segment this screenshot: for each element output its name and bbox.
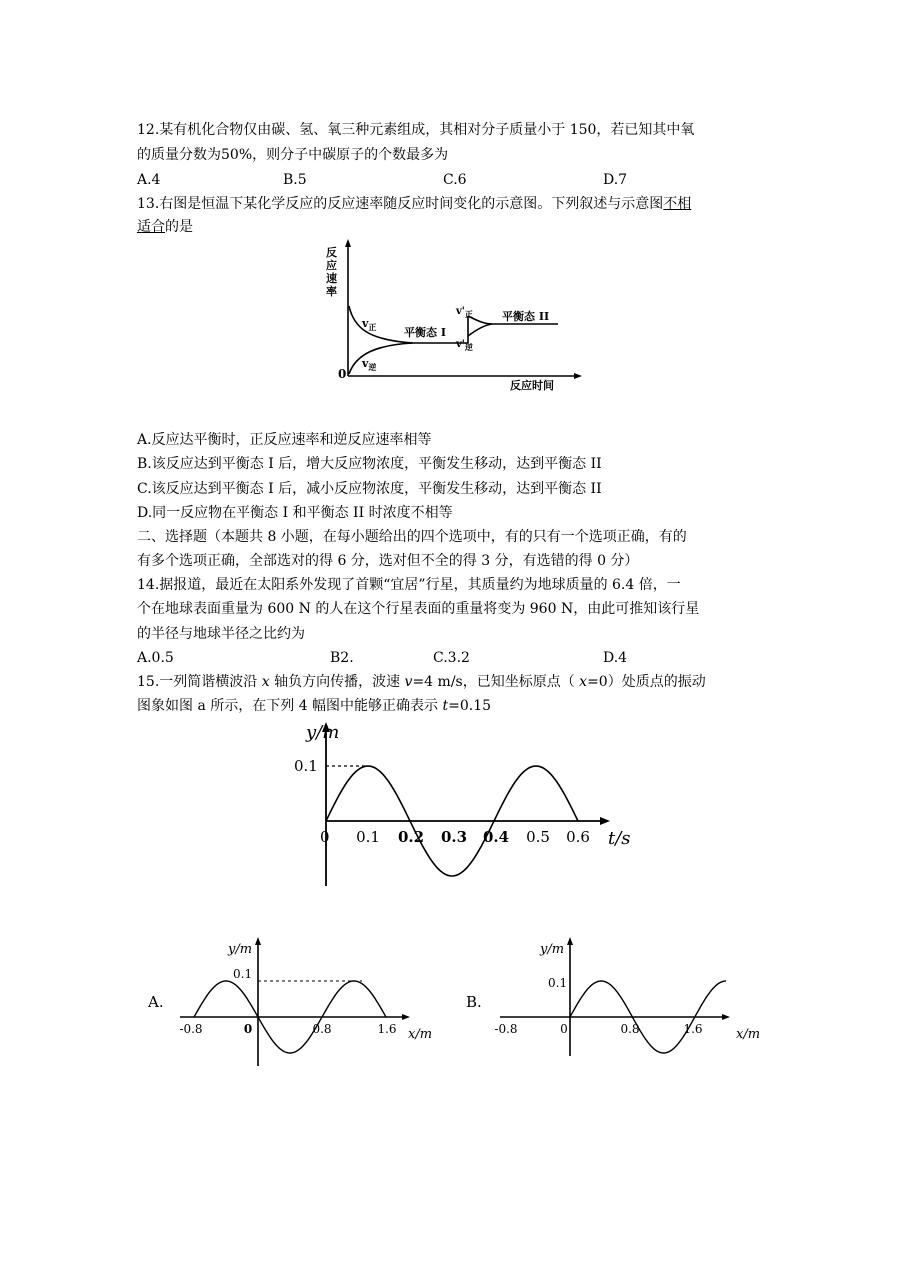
fig-a-tick-0.4: 0.4 <box>482 828 510 846</box>
q14-line-3: 的半径与地球半径之比约为 <box>137 626 305 642</box>
fig-a-tick-0.5: 0.5 <box>526 828 550 846</box>
v-forward-2-label: $v'_正$ <box>456 306 473 319</box>
choice-a-y-label: y/m <box>228 942 253 957</box>
q13-stem-emphasis-1: 不相 <box>663 196 692 212</box>
q14-line-2: 个在地球表面重量为 600 N 的人在这个行星表面的重量将变为 960 N，由此可推知该行星 <box>137 601 700 617</box>
q14-option-a: A.0.5 <box>137 650 174 666</box>
q15-line-2 <box>137 697 491 715</box>
q12-option-d: D.7 <box>603 172 628 188</box>
q13-stem-b: 的是 <box>165 219 193 235</box>
q13-line-1 <box>137 195 691 213</box>
q12-option-a: A.4 <box>137 172 161 188</box>
fig-a-ticks <box>356 828 590 846</box>
rate-origin-label: 0 <box>338 367 347 381</box>
choice-a-amp-label: 0.1 <box>233 967 253 981</box>
q12-option-c: C.6 <box>443 172 467 188</box>
choice-b-y-arrow <box>567 937 573 945</box>
reaction-rate-figure <box>318 236 588 396</box>
state-2-label: 平衡态 II <box>502 310 550 323</box>
rate-y-label-1: 反 <box>326 246 337 259</box>
q14-option-d: D.4 <box>603 650 628 666</box>
fig-a-tick-0.3: 0.3 <box>440 828 468 846</box>
q13-line-2 <box>137 218 193 236</box>
v-forward-label: $v_正$ <box>362 317 377 332</box>
reverse-rate-curve-2 <box>468 324 492 336</box>
fig-a-x-arrow <box>600 817 610 825</box>
choice-b-tick-0.8: 0.8 <box>620 1022 640 1036</box>
q13-option-b: B.该反应达到平衡态 I 后，增大反应物浓度，平衡发生移动，达到平衡态 II <box>137 456 602 472</box>
choice-a-x-label: x/m <box>408 1027 433 1042</box>
choice-a-graph <box>140 932 445 1072</box>
choice-b-x-label: x/m <box>736 1027 761 1042</box>
q15-line-1 <box>137 673 706 691</box>
choice-b-label: B. <box>466 993 482 1011</box>
section-2-line-1: 二、选择题（本题共 8 小题，在每小题给出的四个选项中，有的只有一个选项正确，有的 <box>137 529 687 545</box>
q12-line-2: 的质量分数为50%，则分子中碳原子的个数最多为 <box>137 147 449 163</box>
choice-b-tick-0: 0 <box>560 1022 568 1036</box>
section-2-line-2: 有多个选项正确，全部选对的得 6 分，选对但不全的得 3 分，有选错的得 0 分） <box>137 553 639 569</box>
fig-a-tick-0.6: 0.6 <box>566 828 590 846</box>
rate-y-label-3: 速 <box>326 272 337 285</box>
q15-text-d: =0）处质点的振动 <box>587 674 706 690</box>
q13-option-c: C.该反应达到平衡态 I 后，减小反应物浓度，平衡发生移动，达到平衡态 II <box>137 481 602 497</box>
fig-a-tick-0.1: 0.1 <box>356 828 380 846</box>
q15-text-c: =4 m/s，已知坐标原点（ <box>412 674 580 690</box>
q15-var-v: v <box>404 674 413 690</box>
choice-b-tick-1.6: 1.6 <box>683 1022 703 1036</box>
q15-var-t: t <box>442 698 449 714</box>
q15-text-b: 轴负方向传播，波速 <box>269 674 405 690</box>
choice-a-x-arrow <box>402 1014 410 1020</box>
q15-var-x2: x <box>579 674 588 690</box>
fig-a-tick-0.2: 0.2 <box>397 828 425 846</box>
choice-b-amp-label: 0.1 <box>548 976 568 990</box>
choice-b-tick-neg0.8: -0.8 <box>494 1022 518 1036</box>
q14-option-b: B2. <box>330 650 354 666</box>
rate-y-arrow <box>345 239 351 247</box>
q15-var-x: x <box>261 674 270 690</box>
choice-a-tick-1.6: 1.6 <box>377 1022 397 1036</box>
choice-a-tick-0.8: 0.8 <box>312 1022 332 1036</box>
choice-b-x-arrow <box>722 1014 730 1020</box>
q13-option-a: A.反应达平衡时，正反应速率和逆反应速率相等 <box>137 432 432 448</box>
q14-option-c: C.3.2 <box>433 650 470 666</box>
fig-a-x-label: t/s <box>608 828 631 849</box>
choice-b-y-label: y/m <box>540 942 565 957</box>
rate-y-label-4: 率 <box>326 285 337 298</box>
choice-a-label: A. <box>148 993 164 1011</box>
choice-a-tick-0: 0 <box>243 1022 253 1036</box>
rate-y-label-2: 应 <box>326 259 337 272</box>
rate-x-label: 反应时间 <box>510 379 554 392</box>
v-reverse-label: $v_逆$ <box>362 357 377 372</box>
q12-line-1: 12.某有机化合物仅由碳、氢、氧三种元素组成，其相对分子质量小于 150，若已知其中氧 <box>137 122 695 138</box>
q13-stem-a: 13.右图是恒温下某化学反应的反应速率随反应时间变化的示意图。下列叙述与示意图 <box>137 196 664 212</box>
v-reverse-2-label: $v'_逆$ <box>456 339 473 352</box>
choice-b-graph <box>460 932 765 1072</box>
q13-stem-emphasis-2: 适合 <box>137 219 165 235</box>
q15-text-e: 图象如图 a 所示，在下列 4 幅图中能够正确表示 <box>137 698 443 714</box>
q12-option-b: B.5 <box>283 172 307 188</box>
q15-text-f: =0.15 <box>448 698 492 714</box>
state-1-label: 平衡态 I <box>404 326 446 339</box>
q15-text-a: 15.一列简谐横波沿 <box>137 674 262 690</box>
choice-a-y-arrow <box>255 937 261 945</box>
vibration-graph-a <box>270 718 650 890</box>
fig-a-origin: 0 <box>320 828 330 846</box>
choice-a-tick-neg0.8: -0.8 <box>179 1022 203 1036</box>
fig-a-amp-label: 0.1 <box>294 757 318 775</box>
reverse-rate-curve <box>349 343 413 374</box>
rate-x-arrow <box>574 373 582 379</box>
fig-a-y-label: y/m <box>306 722 340 743</box>
q14-line-1: 14.据报道，最近在太阳系外发现了首颗“宜居”行星，其质量约为地球质量的 6.4 倍，一 <box>137 577 681 593</box>
q13-option-d: D.同一反应物在平衡态 I 和平衡态 II 时浓度不相等 <box>137 505 453 521</box>
